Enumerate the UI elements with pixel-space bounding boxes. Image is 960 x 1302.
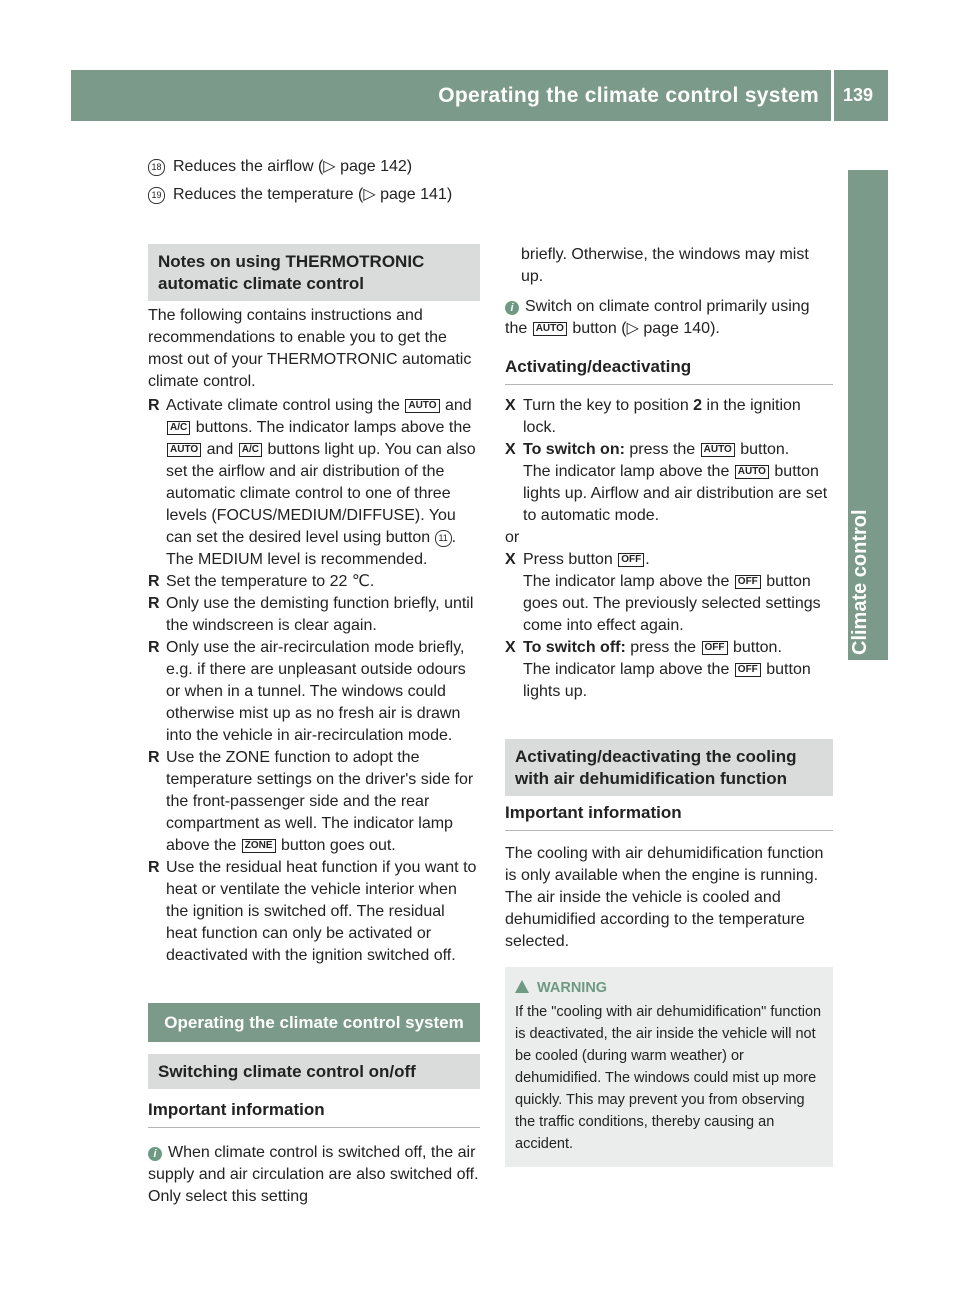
info-note: i When climate control is switched off, the air supply and air circulation are also switched off. Only select this setting — [148, 1144, 479, 1205]
bullet-icon: R — [148, 749, 160, 766]
activating-heading: Activating/deactivating — [505, 356, 833, 385]
notes-heading: Notes on using THERMOTRONIC automatic climate control — [148, 244, 480, 301]
switching-heading: Switching climate control on/off — [148, 1054, 480, 1089]
bullet-item: R Use the residual heat function if you want to heat or ventilate the vehicle interior when the ignition is switched off. The residual heat function can only be activated or deactivated with the ignition switched off. — [148, 859, 477, 964]
step-arrow-icon: X — [505, 639, 516, 656]
circled-number: 19 — [148, 187, 165, 204]
off-button-icon: OFF — [618, 553, 644, 567]
page-number: 139 — [843, 85, 874, 105]
bullet-icon: R — [148, 595, 160, 612]
arrow-icon: ▷ — [323, 158, 336, 175]
warning-box — [505, 967, 833, 1167]
info-icon: i — [148, 1147, 162, 1161]
page-reference[interactable]: page 142) — [340, 158, 413, 175]
important-info-heading: Important information — [148, 1099, 480, 1128]
page-header — [71, 70, 888, 121]
operating-heading: Operating the climate control system — [148, 1003, 480, 1042]
bullet-item: R Activate climate control using the AUTO and A/C buttons. The indicator lamps above the AUTO and A/C buttons light up. You can also set the airflow and air distribution of the automatic climate control to one of three levels (FOCUS/MEDIUM/DIFFUSE). You can set the desired level using button 11 . The MEDIUM level is recommended. — [148, 397, 476, 568]
bullet-item: R Only use the air-recirculation mode briefly, e.g. if there are unpleasant outside odours or when in a tunnel. The windows could otherwise mist up as no fresh air is drawn into the vehicle in air-recirculation mode. — [148, 639, 466, 744]
important-info-heading: Important information — [505, 802, 833, 831]
cooling-text: The cooling with air dehumidification function is only available when the engine is running. The air inside the vehicle is cooled and dehumidified according to the temperature selected. — [505, 845, 824, 950]
zone-button-icon: ZONE — [242, 839, 276, 853]
top-list — [148, 156, 488, 206]
ac-button-icon: A/C — [167, 421, 190, 435]
page-reference[interactable]: page 141) — [380, 186, 453, 203]
off-button-icon: OFF — [702, 641, 728, 655]
left-column — [148, 244, 480, 1208]
info-icon: i — [505, 301, 519, 315]
step-arrow-icon: X — [505, 551, 516, 568]
auto-button-icon: AUTO — [167, 443, 201, 457]
cooling-heading: Activating/deactivating the cooling with air dehumidification function — [505, 739, 833, 796]
header-separator — [831, 70, 834, 121]
list-item: 18 Reduces the airflow (▷ page 142) — [148, 156, 488, 178]
bullet-item: R Use the ZONE function to adopt the temperature settings on the driver's side for the front-passenger side and the rear compartment as well. The indicator lamp above the ZONE button goes out. — [148, 749, 474, 854]
warning-title: WARNING — [515, 977, 823, 999]
continued-text: briefly. Otherwise, the windows may mist up. — [521, 246, 809, 285]
bullet-item: R Only use the demisting function briefly, until the windscreen is clear again. — [148, 595, 474, 634]
header-title: Operating the climate control system — [438, 84, 819, 107]
step-item: X To switch on: press the AUTO button. The indicator lamp above the AUTO button lights up. Airflow and air distribution are set to automatic mode. — [505, 441, 828, 524]
or-text: or — [505, 529, 520, 546]
button-11-icon: 11 — [435, 530, 452, 547]
page-reference[interactable]: page 140). — [643, 320, 720, 337]
bullet-item: R Set the temperature to 22 ℃. — [148, 571, 480, 593]
info-note: i Switch on climate control primarily using the AUTO button (▷ page 140). — [505, 298, 810, 337]
right-column — [505, 244, 833, 1167]
step-item: X Press button OFF . The indicator lamp above the OFF button goes out. The previously selected settings come into effect again. — [505, 551, 821, 634]
warning-text: If the "cooling with air dehumidification" function is deactivated, the air inside the vehicle will not be cooled (during warm weather) or dehumidified. The windows could mist up more quickly. This may prevent you from observing the traffic conditions, thereby causing an accident. — [515, 1004, 822, 1152]
step-arrow-icon: X — [505, 441, 516, 458]
arrow-icon: ▷ — [626, 320, 639, 337]
step-arrow-icon: X — [505, 397, 516, 414]
bullet-icon: R — [148, 639, 160, 656]
list-item: 19 Reduces the temperature (▷ page 141) — [148, 184, 488, 206]
off-button-icon: OFF — [735, 663, 761, 677]
off-button-icon: OFF — [735, 575, 761, 589]
ac-button-icon: A/C — [239, 443, 262, 457]
warning-triangle-icon — [515, 980, 529, 993]
auto-button-icon: AUTO — [533, 322, 567, 336]
side-tab-label: Climate control — [849, 509, 871, 655]
step-item: X Turn the key to position 2 in the ignition lock. — [505, 397, 801, 436]
bullet-icon: R — [148, 859, 160, 876]
bullet-icon: R — [148, 573, 160, 590]
auto-button-icon: AUTO — [701, 443, 735, 457]
bullet-icon: R — [148, 397, 160, 414]
auto-button-icon: AUTO — [735, 465, 769, 479]
arrow-icon: ▷ — [363, 186, 376, 203]
step-item: X To switch off: press the OFF button. The indicator lamp above the OFF button lights up. — [505, 639, 811, 700]
auto-button-icon: AUTO — [405, 399, 439, 413]
circled-number: 18 — [148, 159, 165, 176]
notes-intro: The following contains instructions and recommendations to enable you to get the most out of your THERMOTRONIC automatic climate control. — [148, 307, 472, 390]
